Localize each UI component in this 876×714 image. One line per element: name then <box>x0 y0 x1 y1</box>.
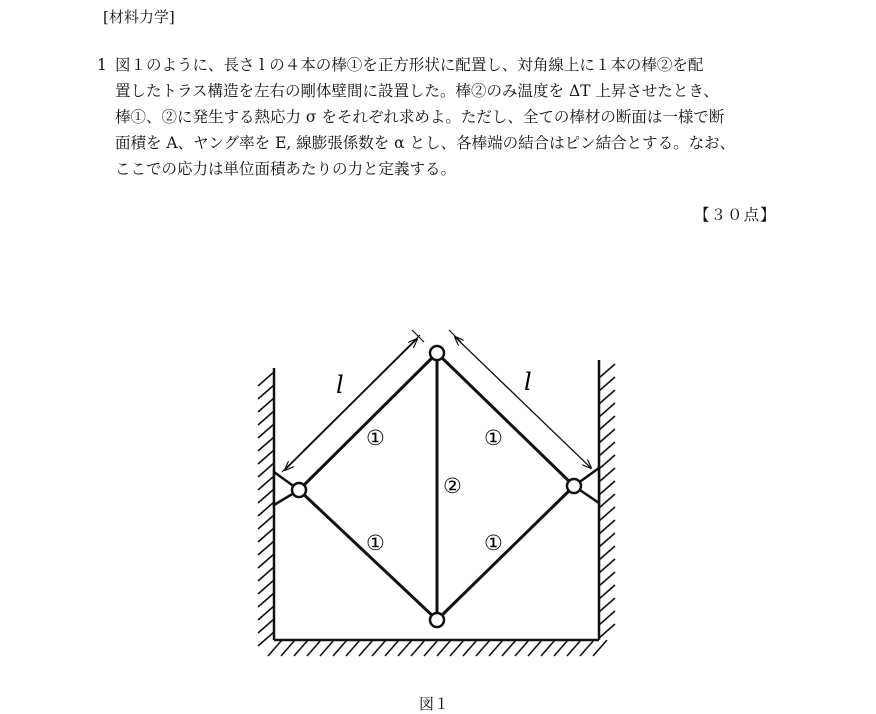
pin-joint-bottom <box>430 613 444 627</box>
bar-1-upper-right <box>437 353 574 486</box>
problem-line-5: ここでの応力は単位面積あたりの力と定義する。 <box>115 160 457 178</box>
pin-joint-top <box>430 346 444 360</box>
bar1-label-lower-right: ① <box>484 531 503 555</box>
dimension-arrow-left-bottom <box>285 339 417 470</box>
problem-line-3: 棒①、②に発生する熱応力 σ をそれぞれ求めよ。ただし、全ての棒材の断面は一様で断 <box>115 108 725 126</box>
pin-joint-left <box>292 483 306 497</box>
figure-caption: 図１ <box>419 695 450 713</box>
bar1-label-upper-right: ① <box>484 426 503 450</box>
points-label: 【３０点】 <box>694 206 777 224</box>
bar-1-lower-left <box>299 490 437 620</box>
bar1-label-lower-left: ① <box>366 531 385 555</box>
bar-1-upper-left <box>299 353 437 490</box>
problem-line-2: 置したトラス構造を左右の剛体壁間に設置した。棒②のみ温度を ΔT 上昇させたとき、 <box>115 82 719 100</box>
bar-1-lower-right <box>437 486 574 620</box>
pin-joint-right <box>567 479 581 493</box>
dimension-arrow-right-top <box>455 337 591 468</box>
problem-number: 1 <box>97 56 107 74</box>
bar2-label: ② <box>443 474 462 498</box>
problem-line-4: 面積を A、ヤング率を E, 線膨張係数を α とし、各棒端の結合はピン結合とする。なお、 <box>115 134 736 152</box>
section-tag: [材料力学] <box>103 8 175 26</box>
length-label-right: l <box>524 368 532 396</box>
dimension-tick-top-left <box>412 330 424 342</box>
dimension-tick-top <box>449 330 461 342</box>
length-label-left: l <box>336 371 344 399</box>
problem-line-1: 図１のように、長さ l の４本の棒①を正方形状に配置し、対角線上に１本の棒②を配 <box>115 56 704 74</box>
bar1-label-upper-left: ① <box>366 426 385 450</box>
